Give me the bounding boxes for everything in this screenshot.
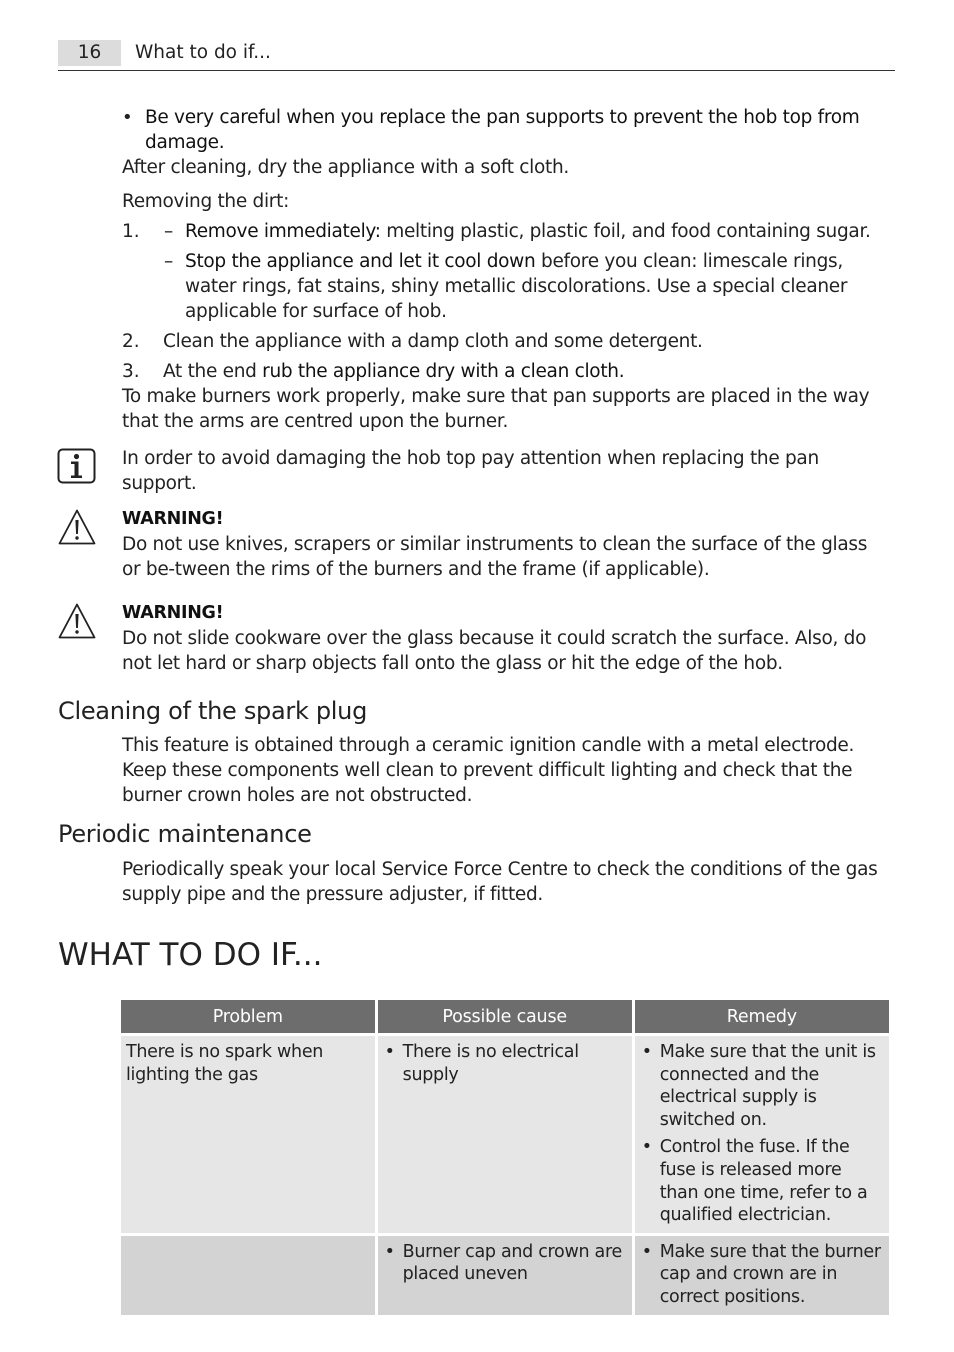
list-item: • Burner cap and crown are placed uneven — [384, 1241, 622, 1285]
step-3-prefix: At the end — [163, 361, 263, 382]
cause-cell — [378, 1036, 632, 1233]
maintenance-text: Periodically speak your local Service Force Centre to check the conditions of the gas supply pipe and the pressure adjuster, if fitted. — [122, 859, 878, 905]
cause-cell — [378, 1236, 632, 1315]
warning-icon — [57, 602, 97, 640]
page-number: 16 — [77, 42, 102, 63]
spark-plug-text: This feature is obtained through a ceramic ignition candle with a metal electrode. Keep these components well clean to prevent difficult lighting and check that the burner crown holes are not obstructed. — [122, 735, 855, 806]
remedy-cell — [635, 1236, 889, 1315]
dash-marker: – — [164, 221, 173, 242]
step-1b-text — [185, 249, 885, 324]
column-header-cause: Possible cause — [378, 1000, 632, 1033]
step-3-emphasis: rub the appliance dry with a clean cloth. — [262, 361, 625, 382]
info-note-text: In order to avoid damaging the hob top pay attention when replacing the pan support. — [122, 448, 819, 494]
burners-note: To make burners work properly, make sure that pan supports are placed in the way that the arms are centred upon the burner. — [122, 386, 870, 432]
step-1b-detail: before you clean: limescale rings, water rings, fat stains, shiny metallic discolorations. Use a special cleaner applicable for surface of hob. — [185, 251, 848, 322]
remedy-cell — [635, 1036, 889, 1233]
warning-text: Do not use knives, scrapers or similar instruments to clean the surface of the glass or be-tween the rims of the burners and the frame (if applicable). — [122, 534, 868, 580]
list-item: • Control the fuse. If the fuse is released more than one time, refer to a qualified electrician. — [641, 1137, 868, 1226]
caution-bullet-text: Be very careful when you replace the pan supports to prevent the hob top from damage. — [145, 107, 860, 153]
maintenance-heading: Periodic maintenance — [58, 820, 312, 848]
step-2-text: Clean the appliance with a damp cloth and some detergent. — [163, 331, 703, 352]
problem-cell — [121, 1236, 375, 1315]
step-number: 2. — [122, 331, 140, 352]
warning-title: WARNING! — [122, 509, 224, 529]
warning-text: Do not slide cookware over the glass because it could scratch the surface. Also, do not let hard or sharp objects fall onto the glass or hit the edge of the hob. — [122, 628, 867, 674]
step-1a-text — [185, 219, 895, 244]
removing-dirt-label: Removing the dirt: — [122, 191, 289, 212]
warning-icon — [57, 508, 97, 546]
step-1a-detail: melting plastic, plastic foil, and food containing sugar. — [380, 221, 871, 242]
after-cleaning-text: After cleaning, dry the appliance with a soft cloth. — [122, 157, 569, 178]
warning-title: WARNING! — [122, 603, 224, 623]
list-item: • There is no electrical supply — [384, 1042, 579, 1085]
header-divider — [58, 70, 895, 71]
bullet-dot: • — [122, 107, 133, 128]
spark-plug-heading: Cleaning of the spark plug — [58, 697, 368, 725]
table-header-row — [121, 1000, 889, 1033]
table-row — [121, 1236, 889, 1315]
list-item: • Make sure that the unit is connected and the electrical supply is switched on. — [641, 1042, 876, 1130]
step-1a-emphasis: Remove immediately: — [185, 221, 381, 242]
list-item: • Make sure that the burner cap and crown are in correct positions. — [641, 1241, 881, 1307]
step-number: 1. — [122, 221, 140, 242]
remedy-text: Make sure that the unit is connected and the electrical supply is switched on. — [659, 1042, 876, 1130]
info-icon — [57, 448, 96, 484]
step-number: 3. — [122, 361, 140, 382]
running-header-title: What to do if... — [135, 42, 271, 63]
cause-text: There is no electrical supply — [402, 1042, 579, 1085]
step-3-text — [163, 359, 883, 384]
dash-marker: – — [164, 251, 173, 272]
remedy-text: Make sure that the burner cap and crown are in correct positions. — [659, 1241, 881, 1307]
column-header-remedy: Remedy — [635, 1000, 889, 1033]
problem-cell: There is no spark when lighting the gas — [121, 1036, 375, 1233]
section-title: WHAT TO DO IF... — [58, 937, 323, 973]
table-row — [121, 1036, 889, 1233]
troubleshooting-table — [118, 1000, 892, 1315]
remedy-text: Control the fuse. If the fuse is released more than one time, refer to a qualified electrician. — [659, 1137, 868, 1226]
cause-text: Burner cap and crown are placed uneven — [402, 1241, 622, 1285]
step-1b-emphasis: Stop the appliance and let it cool down — [185, 251, 536, 272]
column-header-problem: Problem — [121, 1000, 375, 1033]
